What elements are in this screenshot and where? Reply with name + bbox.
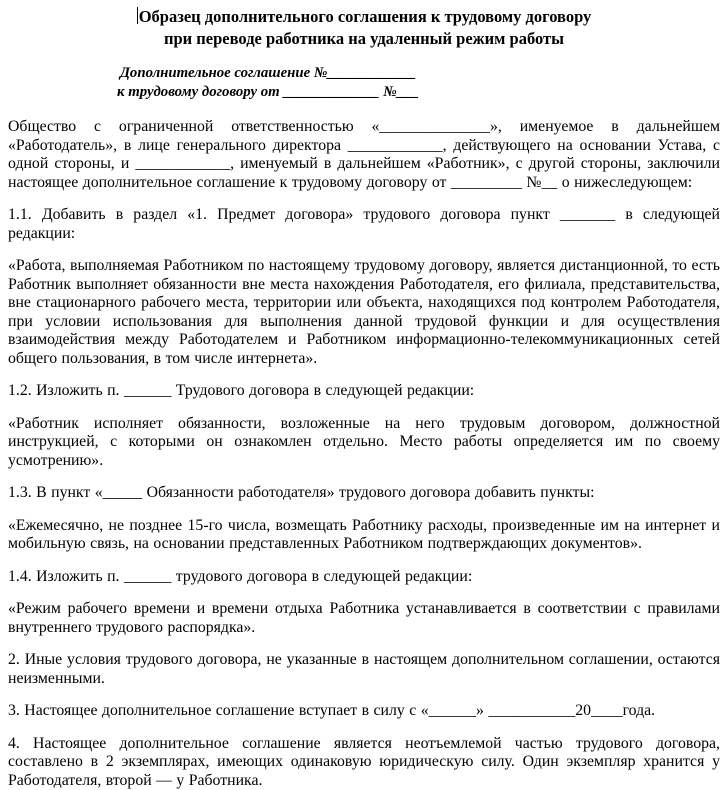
agreement-heading — [8, 64, 528, 102]
clause-1-3-quote: «Ежемесячно, не позднее 15-го числа, возмещать Работнику расходы, произведенные им на интернет и мобильную связь, на основании представленных Работником подтверждающих документов». — [8, 517, 720, 554]
title-line-1 — [8, 6, 720, 28]
clause-2: 2. Иные условия трудового договора, не указанные в настоящем дополнительном соглашении, остаются неизменными. — [8, 651, 720, 688]
clause-1-2-quote: «Работник исполняет обязанности, возложенные на него трудовым договором, должностной инструкцией, с которыми он ознакомлен отдельно. Место работы определяется им по своему усмотрению». — [8, 415, 720, 471]
text-cursor — [137, 7, 138, 24]
clause-1-1-quote: «Работа, выполняемая Работником по настоящему трудовому договору, является дистанционной, то есть Работник выполняет обязанности вне места нахождения Работодателя, его филиала, представительства, вне стационарного рабочего места, территории или объекта, находящихся под контролем Работодателя, при условии использования для выполнения данной трудовой функции и для осуществления взаимодействия между Работодателем и Работником информационно-телекоммуникационных сетей общего пользования, в том числе интернета». — [8, 257, 720, 368]
document-title — [8, 6, 720, 50]
clause-1-3: 1.3. В пункт «_____ Обязанности работодателя» трудового договора добавить пункты: — [8, 484, 720, 503]
clause-1-1: 1.1. Добавить в раздел «1. Предмет договора» трудового договора пункт _______ в следующей редакции: — [8, 206, 720, 243]
clause-3: 3. Настоящее дополнительное соглашение вступает в силу с «______» ___________20____года. — [8, 702, 720, 721]
clause-1-4: 1.4. Изложить п. ______ трудового договора в следующей редакции: — [8, 568, 720, 587]
agreement-contract-line: к трудовому договору от _____________ №___ — [8, 83, 528, 102]
title-line-1-text: Образец дополнительного соглашения к трудовому договору — [139, 7, 592, 26]
clause-1-2: 1.2. Изложить п. ______ Трудового договора в следующей редакции: — [8, 382, 720, 401]
clause-4: 4. Настоящее дополнительное соглашение является неотъемлемой частью трудового договора, составлено в 2 экземплярах, имеющих одинаковую юридическую силу. Один экземпляр хранится у Работодателя, второй — у Работника. — [8, 735, 720, 790]
paragraph-preamble: Общество с ограниченной ответственностью «______________», именуемое в дальнейшем «Работодатель», в лице генерального директора ____________, действующего на основании Устава, с одной стороны, и ____________, именуемый в дальнейшем «Работник», с другой стороны, заключили настоящее дополнительное соглашение к трудовому договору от _________ №__ о нижеследующем: — [8, 118, 720, 192]
clause-1-4-quote: «Режим рабочего времени и времени отдыха Работника устанавливается в соответствии с правилами внутреннего трудового распорядка». — [8, 600, 720, 637]
agreement-number-line: Дополнительное соглашение №____________ — [8, 64, 528, 83]
title-line-2: при переводе работника на удаленный режим работы — [8, 28, 720, 50]
